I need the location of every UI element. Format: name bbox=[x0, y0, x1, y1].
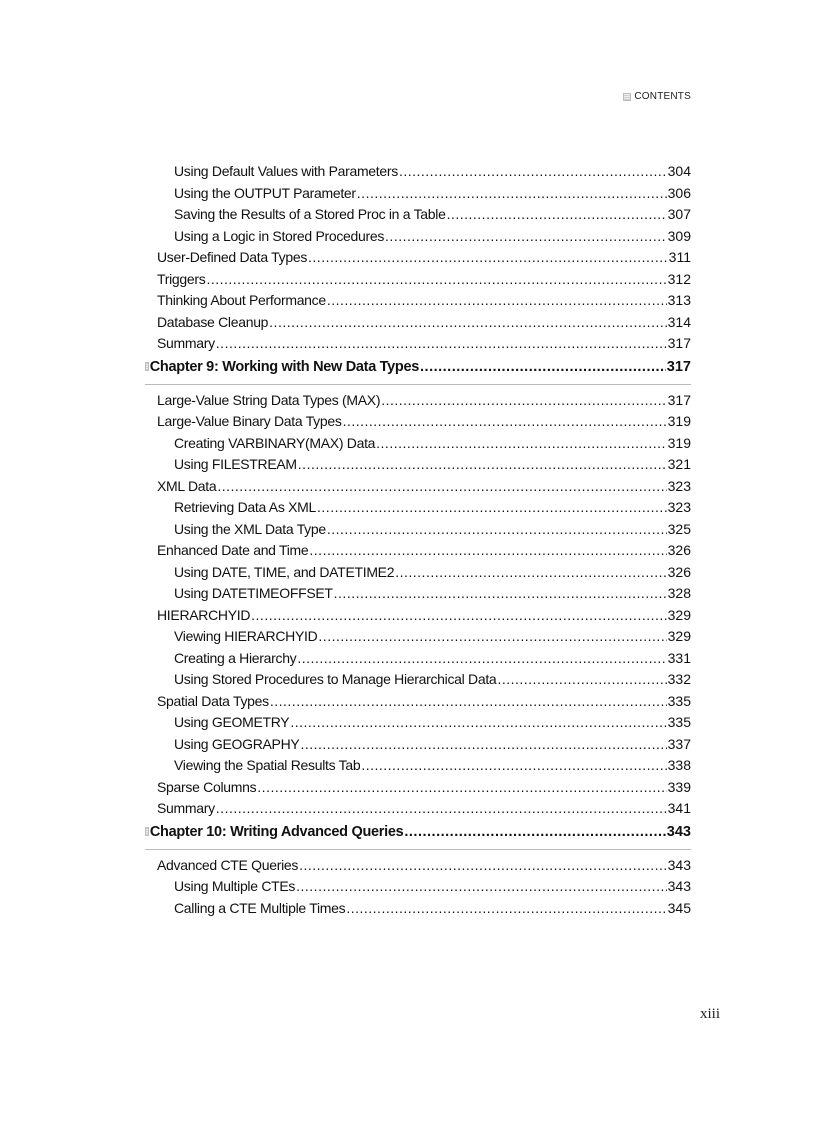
toc-entry-page: 338 bbox=[667, 757, 691, 773]
toc-chapter-entry[interactable] bbox=[145, 822, 691, 850]
toc-entry-page: 328 bbox=[667, 585, 691, 601]
toc-entry[interactable] bbox=[145, 413, 691, 435]
dot-leader bbox=[318, 628, 666, 644]
toc-entry-title: Creating VARBINARY(MAX) Data bbox=[174, 434, 376, 451]
toc-entry-title: XML Data bbox=[157, 477, 217, 494]
toc-entry-page: 304 bbox=[667, 163, 691, 179]
toc-entry-page: 326 bbox=[667, 542, 691, 558]
toc-entry-title: Saving the Results of a Stored Proc in a Table bbox=[174, 206, 446, 222]
toc-entry-title: Using DATETIMEOFFSET bbox=[174, 585, 333, 601]
dot-leader bbox=[299, 857, 667, 873]
toc-entry-page: 337 bbox=[667, 735, 691, 752]
toc-entry-page: 332 bbox=[667, 671, 691, 687]
dot-leader bbox=[308, 249, 668, 265]
toc-entry-page: 325 bbox=[667, 520, 691, 537]
page-number: xiii bbox=[699, 1006, 720, 1022]
dot-leader bbox=[251, 607, 666, 623]
toc-entry-title: Viewing the Spatial Results Tab bbox=[174, 757, 361, 773]
toc-entry-title: Summary bbox=[157, 800, 215, 816]
toc-entry-title: HIERARCHYID bbox=[157, 606, 251, 623]
dot-leader bbox=[357, 185, 667, 201]
toc-entry-page: 321 bbox=[667, 456, 691, 472]
toc-entry[interactable] bbox=[145, 206, 691, 228]
toc-entry-page: 329 bbox=[667, 606, 691, 623]
toc-entry-page: 335 bbox=[667, 714, 691, 730]
toc-entry-title: Advanced CTE Queries bbox=[157, 856, 299, 873]
dot-leader bbox=[297, 650, 666, 666]
dot-leader bbox=[317, 499, 667, 515]
dot-leader bbox=[270, 693, 667, 709]
toc-entry[interactable] bbox=[145, 292, 691, 314]
toc-entry[interactable] bbox=[145, 499, 691, 521]
toc-entry-page: 331 bbox=[667, 649, 691, 666]
toc-entry-page: 314 bbox=[667, 313, 691, 330]
toc-entry[interactable] bbox=[145, 314, 691, 336]
toc-entry-page: 317 bbox=[666, 358, 691, 375]
toc-entry[interactable] bbox=[145, 271, 691, 293]
toc-entry-title: Database Cleanup bbox=[157, 313, 269, 330]
toc-entry[interactable] bbox=[145, 521, 691, 543]
toc-entry[interactable] bbox=[145, 607, 691, 629]
toc-entry-page: 317 bbox=[667, 335, 691, 351]
running-header bbox=[623, 91, 691, 102]
toc-entry-title: Using Multiple CTEs bbox=[174, 878, 296, 894]
square-bullet-icon bbox=[623, 93, 631, 101]
toc-entry[interactable] bbox=[145, 542, 691, 564]
toc-entry-page: 335 bbox=[667, 692, 691, 709]
toc-entry-title: Viewing HIERARCHYID bbox=[174, 628, 318, 644]
dot-leader bbox=[269, 314, 666, 330]
toc-entry[interactable] bbox=[145, 650, 691, 672]
toc-entry-page: 311 bbox=[668, 249, 691, 265]
dot-leader bbox=[381, 392, 666, 408]
toc-entry-page: 312 bbox=[667, 270, 691, 287]
toc-entry-page: 313 bbox=[667, 292, 691, 308]
dot-leader bbox=[447, 206, 667, 222]
square-bullet-icon bbox=[145, 362, 149, 371]
toc-entry-title: Using Default Values with Parameters bbox=[174, 163, 398, 179]
toc-entry-title: Large-Value Binary Data Types bbox=[157, 413, 342, 429]
dot-leader bbox=[296, 878, 667, 894]
toc-entry[interactable] bbox=[145, 392, 691, 414]
toc-entry[interactable] bbox=[145, 779, 691, 801]
toc-entry-title: Retrieving Data As XML bbox=[174, 499, 317, 515]
toc-entry-page: 343 bbox=[667, 856, 691, 873]
toc-entry-page: 309 bbox=[667, 227, 691, 244]
toc-entry-title: Using GEOGRAPHY bbox=[174, 735, 300, 752]
dot-leader bbox=[395, 564, 666, 580]
toc-entry-title: Spatial Data Types bbox=[157, 692, 269, 709]
toc-entry-page: 317 bbox=[667, 391, 691, 408]
dot-leader bbox=[298, 456, 667, 472]
dot-leader bbox=[216, 335, 667, 351]
toc-entry-title: Using GEOMETRY bbox=[174, 714, 290, 730]
toc-entry-title: Using the OUTPUT Parameter bbox=[174, 184, 356, 201]
toc-entry[interactable] bbox=[145, 585, 691, 607]
toc-entry-page: 306 bbox=[667, 184, 691, 201]
toc-entry[interactable] bbox=[145, 878, 691, 900]
toc-entry-title: Using DATE, TIME, and DATETIME2 bbox=[174, 563, 395, 580]
dot-leader bbox=[327, 292, 667, 308]
dot-leader bbox=[309, 542, 666, 558]
toc-entry[interactable] bbox=[145, 478, 691, 500]
toc-entry-title: Using FILESTREAM bbox=[174, 456, 297, 472]
dot-leader bbox=[206, 271, 666, 287]
dot-leader bbox=[361, 757, 666, 773]
toc-entry-title: Thinking About Performance bbox=[157, 292, 326, 308]
toc-entry-page: 343 bbox=[666, 823, 691, 840]
toc-entry-title: Triggers bbox=[157, 270, 206, 287]
toc-entry-title: Chapter 10: Writing Advanced Queries bbox=[149, 823, 404, 840]
dot-leader bbox=[290, 714, 666, 730]
dot-leader bbox=[497, 671, 666, 687]
toc-entry[interactable] bbox=[145, 435, 691, 457]
toc-entry-page: 307 bbox=[667, 206, 691, 222]
dot-leader bbox=[404, 824, 665, 840]
toc-entry-page: 319 bbox=[667, 434, 691, 451]
toc-entry[interactable] bbox=[145, 736, 691, 758]
toc-entry[interactable] bbox=[145, 757, 691, 779]
toc-entry-title: Using the XML Data Type bbox=[174, 520, 326, 537]
dot-leader bbox=[420, 359, 666, 375]
toc-entry[interactable] bbox=[145, 335, 691, 357]
toc-entry[interactable] bbox=[145, 456, 691, 478]
toc-entry-page: 343 bbox=[667, 878, 691, 894]
toc-entry-title: Using Stored Procedures to Manage Hierarchical Data bbox=[174, 671, 497, 687]
toc-entry[interactable] bbox=[145, 564, 691, 586]
toc-entry-title: Chapter 9: Working with New Data Types bbox=[149, 358, 420, 375]
toc-chapter-entry[interactable] bbox=[145, 357, 691, 385]
dot-leader bbox=[399, 163, 667, 179]
toc-entry[interactable] bbox=[145, 800, 691, 822]
dot-leader bbox=[346, 900, 666, 916]
dot-leader bbox=[385, 228, 667, 244]
table-of-contents bbox=[145, 163, 691, 921]
toc-entry-page: 323 bbox=[667, 499, 691, 515]
toc-entry-page: 329 bbox=[667, 628, 691, 644]
square-bullet-icon bbox=[145, 827, 149, 836]
dot-leader bbox=[217, 478, 666, 494]
toc-entry[interactable] bbox=[145, 185, 691, 207]
toc-entry-title: Summary bbox=[157, 335, 215, 351]
toc-entry-title: Creating a Hierarchy bbox=[174, 649, 297, 666]
dot-leader bbox=[334, 585, 667, 601]
toc-entry-page: 339 bbox=[667, 778, 691, 795]
toc-entry-title: Enhanced Date and Time bbox=[157, 542, 309, 558]
running-header-label: CONTENTS bbox=[634, 91, 691, 102]
toc-entry[interactable] bbox=[145, 714, 691, 736]
dot-leader bbox=[300, 736, 666, 752]
toc-entry[interactable] bbox=[145, 857, 691, 879]
toc-entry-title: Sparse Columns bbox=[157, 778, 257, 795]
toc-entry[interactable] bbox=[145, 671, 691, 693]
dot-leader bbox=[257, 779, 666, 795]
toc-entry-page: 319 bbox=[667, 413, 691, 429]
toc-entry-title: Using a Logic in Stored Procedures bbox=[174, 227, 385, 244]
toc-entry[interactable] bbox=[145, 628, 691, 650]
toc-entry-title: User-Defined Data Types bbox=[157, 249, 308, 265]
toc-entry-title: Calling a CTE Multiple Times bbox=[174, 899, 346, 916]
toc-entry[interactable] bbox=[145, 693, 691, 715]
toc-entry[interactable] bbox=[145, 163, 691, 185]
dot-leader bbox=[327, 521, 667, 537]
dot-leader bbox=[376, 435, 666, 451]
toc-entry-page: 341 bbox=[667, 800, 691, 816]
toc-entry-title: Large-Value String Data Types (MAX) bbox=[157, 391, 381, 408]
dot-leader bbox=[343, 413, 667, 429]
toc-entry[interactable] bbox=[145, 228, 691, 250]
toc-entry-page: 323 bbox=[667, 477, 691, 494]
toc-entry[interactable] bbox=[145, 900, 691, 922]
dot-leader bbox=[216, 800, 667, 816]
toc-entry-page: 345 bbox=[667, 899, 691, 916]
toc-entry-page: 326 bbox=[667, 563, 691, 580]
toc-entry[interactable] bbox=[145, 249, 691, 271]
